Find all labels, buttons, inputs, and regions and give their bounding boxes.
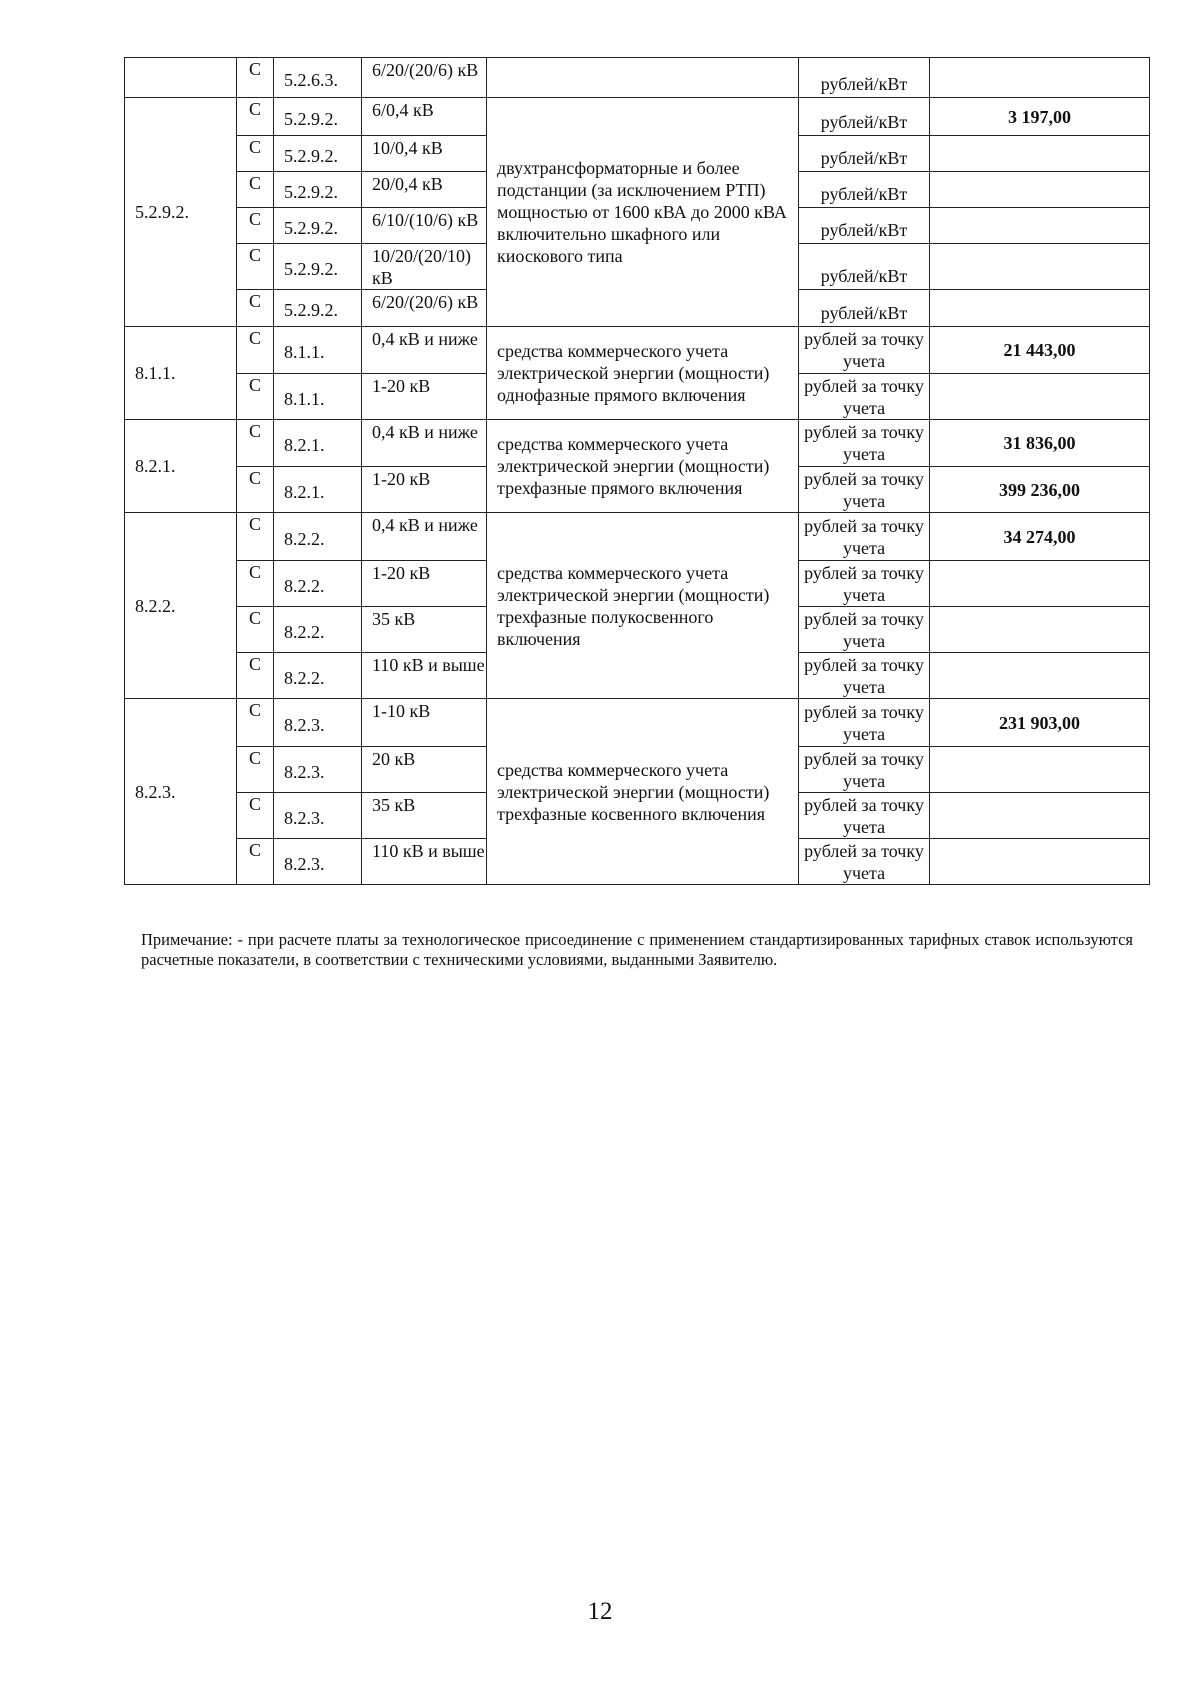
rate-value-cell bbox=[930, 561, 1150, 607]
unit-cell: рублей/кВт bbox=[799, 98, 930, 136]
voltage-cell: 1-20 кВ bbox=[362, 467, 487, 513]
category-cell: С bbox=[237, 327, 274, 374]
description-cell: средства коммерческого учета электрической энергии (мощности) трехфазные косвенного включения bbox=[487, 699, 799, 885]
rate-code-cell: 5.2.9.2. bbox=[274, 98, 362, 136]
table-row bbox=[125, 420, 1150, 467]
unit-cell: рублей за точку учета bbox=[799, 374, 930, 420]
table-row bbox=[125, 98, 1150, 136]
rate-code-cell: 5.2.6.3. bbox=[274, 58, 362, 98]
rate-value-cell bbox=[930, 747, 1150, 793]
category-cell: С bbox=[237, 467, 274, 513]
unit-cell: рублей за точку учета bbox=[799, 653, 930, 699]
rate-code-cell: 8.2.2. bbox=[274, 607, 362, 653]
unit-cell: рублей за точку учета bbox=[799, 793, 930, 839]
group-code-cell: 8.2.3. bbox=[125, 699, 237, 885]
rate-code-cell: 5.2.9.2. bbox=[274, 136, 362, 172]
voltage-cell: 20 кВ bbox=[362, 747, 487, 793]
page-number: 12 bbox=[587, 1598, 613, 1625]
voltage-cell: 6/10/(10/6) кВ bbox=[362, 208, 487, 244]
unit-cell: рублей за точку учета bbox=[799, 699, 930, 747]
category-cell: С bbox=[237, 136, 274, 172]
group-code-cell: 8.1.1. bbox=[125, 327, 237, 420]
group-code-cell: 8.2.1. bbox=[125, 420, 237, 513]
rate-code-cell: 8.2.1. bbox=[274, 467, 362, 513]
rate-value-cell bbox=[930, 607, 1150, 653]
footnote: Примечание: - при расчете платы за технологическое присоединение с применением стандартизированных тарифных ставок используются расчетные показатели, в соответствии с техническими условиями, выданными Заявителю. bbox=[141, 930, 1133, 969]
rate-code-cell: 8.2.2. bbox=[274, 653, 362, 699]
rate-value-cell bbox=[930, 58, 1150, 98]
group-code-cell bbox=[125, 58, 237, 98]
category-cell: С bbox=[237, 244, 274, 290]
rate-code-cell: 5.2.9.2. bbox=[274, 172, 362, 208]
tariff-table bbox=[124, 57, 1150, 885]
unit-cell: рублей за точку учета bbox=[799, 513, 930, 561]
rate-value-cell bbox=[930, 208, 1150, 244]
voltage-cell: 110 кВ и выше bbox=[362, 653, 487, 699]
rate-value-cell bbox=[930, 653, 1150, 699]
voltage-cell: 1-20 кВ bbox=[362, 561, 487, 607]
table-row bbox=[125, 699, 1150, 747]
table-row bbox=[125, 513, 1150, 561]
unit-cell: рублей за точку учета bbox=[799, 561, 930, 607]
rate-code-cell: 5.2.9.2. bbox=[274, 244, 362, 290]
voltage-cell: 0,4 кВ и ниже bbox=[362, 327, 487, 374]
rate-value-cell bbox=[930, 244, 1150, 290]
group-code-cell: 8.2.2. bbox=[125, 513, 237, 699]
category-cell: С bbox=[237, 513, 274, 561]
category-cell: С bbox=[237, 374, 274, 420]
category-cell: С bbox=[237, 793, 274, 839]
unit-cell: рублей за точку учета bbox=[799, 839, 930, 885]
rate-value-cell bbox=[930, 839, 1150, 885]
voltage-cell: 20/0,4 кВ bbox=[362, 172, 487, 208]
category-cell: С bbox=[237, 98, 274, 136]
category-cell: С bbox=[237, 561, 274, 607]
category-cell: С bbox=[237, 747, 274, 793]
rate-code-cell: 8.1.1. bbox=[274, 327, 362, 374]
voltage-cell: 6/0,4 кВ bbox=[362, 98, 487, 136]
rate-value-cell bbox=[930, 374, 1150, 420]
table-row bbox=[125, 327, 1150, 374]
description-cell: средства коммерческого учета электрической энергии (мощности) трехфазные полукосвенного включения bbox=[487, 513, 799, 699]
voltage-cell: 6/20/(20/6) кВ bbox=[362, 58, 487, 98]
unit-cell: рублей за точку учета bbox=[799, 747, 930, 793]
voltage-cell: 110 кВ и выше bbox=[362, 839, 487, 885]
category-cell: С bbox=[237, 607, 274, 653]
category-cell: С bbox=[237, 653, 274, 699]
rate-value-cell: 399 236,00 bbox=[930, 467, 1150, 513]
description-cell: двухтрансформаторные и более подстанции (за исключением РТП) мощностью от 1600 кВА до 2000 кВА включительно шкафного или киоскового типа bbox=[487, 98, 799, 327]
unit-cell: рублей за точку учета bbox=[799, 420, 930, 467]
rate-value-cell: 3 197,00 bbox=[930, 98, 1150, 136]
category-cell: С bbox=[237, 699, 274, 747]
unit-cell: рублей/кВт bbox=[799, 172, 930, 208]
voltage-cell: 35 кВ bbox=[362, 793, 487, 839]
description-cell: средства коммерческого учета электрической энергии (мощности) однофазные прямого включения bbox=[487, 327, 799, 420]
rate-code-cell: 8.2.3. bbox=[274, 793, 362, 839]
rate-value-cell bbox=[930, 290, 1150, 327]
category-cell: С bbox=[237, 208, 274, 244]
rate-value-cell bbox=[930, 793, 1150, 839]
description-cell bbox=[487, 58, 799, 98]
voltage-cell: 1-10 кВ bbox=[362, 699, 487, 747]
rate-code-cell: 8.2.2. bbox=[274, 513, 362, 561]
category-cell: С bbox=[237, 839, 274, 885]
rate-code-cell: 8.2.3. bbox=[274, 747, 362, 793]
group-code-cell: 5.2.9.2. bbox=[125, 98, 237, 327]
unit-cell: рублей за точку учета bbox=[799, 467, 930, 513]
rate-value-cell: 21 443,00 bbox=[930, 327, 1150, 374]
category-cell: С bbox=[237, 172, 274, 208]
voltage-cell: 0,4 кВ и ниже bbox=[362, 513, 487, 561]
rate-code-cell: 5.2.9.2. bbox=[274, 208, 362, 244]
voltage-cell: 0,4 кВ и ниже bbox=[362, 420, 487, 467]
category-cell: С bbox=[237, 420, 274, 467]
category-cell: С bbox=[237, 58, 274, 98]
category-cell: С bbox=[237, 290, 274, 327]
voltage-cell: 6/20/(20/6) кВ bbox=[362, 290, 487, 327]
voltage-cell: 35 кВ bbox=[362, 607, 487, 653]
unit-cell: рублей/кВт bbox=[799, 244, 930, 290]
unit-cell: рублей/кВт bbox=[799, 208, 930, 244]
rate-value-cell: 231 903,00 bbox=[930, 699, 1150, 747]
unit-cell: рублей/кВт bbox=[799, 58, 930, 98]
unit-cell: рублей/кВт bbox=[799, 290, 930, 327]
voltage-cell: 1-20 кВ bbox=[362, 374, 487, 420]
description-cell: средства коммерческого учета электрической энергии (мощности) трехфазные прямого включения bbox=[487, 420, 799, 513]
rate-value-cell: 34 274,00 bbox=[930, 513, 1150, 561]
rate-code-cell: 8.1.1. bbox=[274, 374, 362, 420]
voltage-cell: 10/0,4 кВ bbox=[362, 136, 487, 172]
rate-code-cell: 8.2.3. bbox=[274, 839, 362, 885]
unit-cell: рублей за точку учета bbox=[799, 607, 930, 653]
rate-value-cell bbox=[930, 172, 1150, 208]
rate-value-cell: 31 836,00 bbox=[930, 420, 1150, 467]
rate-code-cell: 8.2.1. bbox=[274, 420, 362, 467]
rate-code-cell: 8.2.3. bbox=[274, 699, 362, 747]
voltage-cell: 10/20/(20/10) кВ bbox=[362, 244, 487, 290]
rate-value-cell bbox=[930, 136, 1150, 172]
table-row bbox=[125, 58, 1150, 98]
unit-cell: рублей/кВт bbox=[799, 136, 930, 172]
rate-code-cell: 5.2.9.2. bbox=[274, 290, 362, 327]
rate-code-cell: 8.2.2. bbox=[274, 561, 362, 607]
unit-cell: рублей за точку учета bbox=[799, 327, 930, 374]
